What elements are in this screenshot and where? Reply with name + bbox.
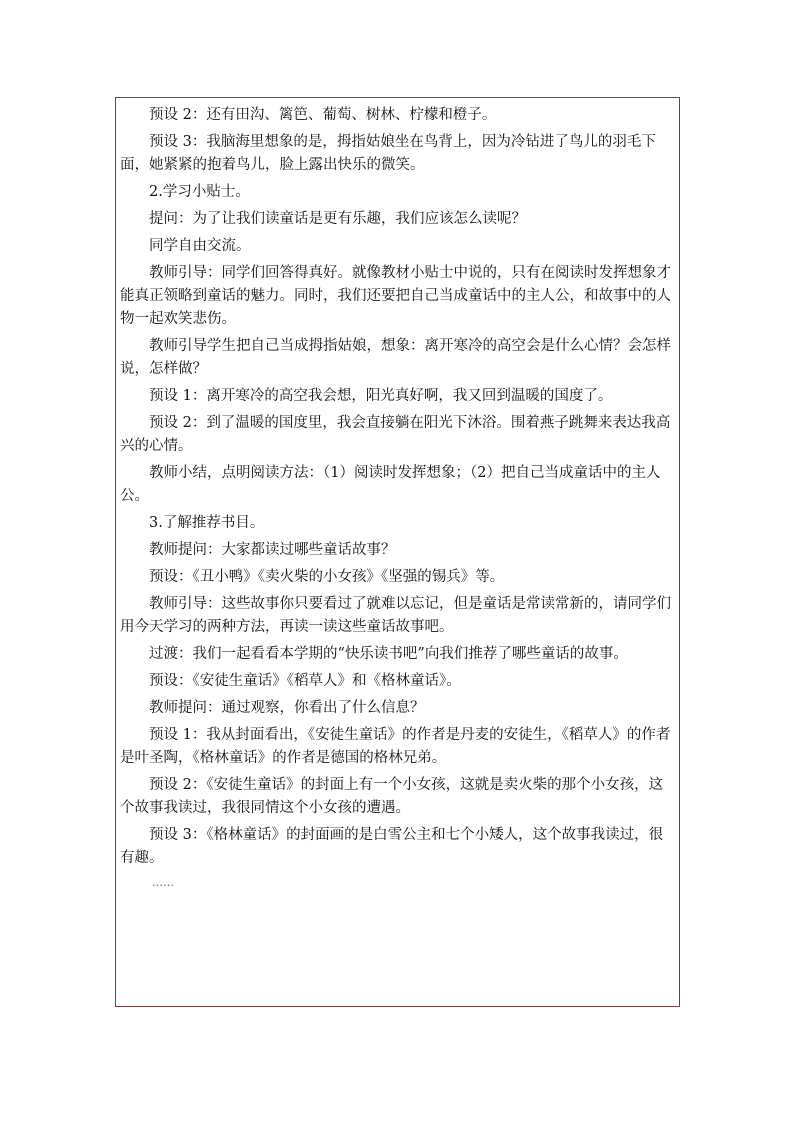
paragraph: 预设：《安徒生童话》《稻草人》和《格林童话》。 bbox=[149, 673, 461, 689]
paragraph: 教师引导：这些故事你只要看过了就难以忘记，但是童话是常读常新的，请同学们用今天学习的两种方法，再读一读这些童话故事吧。 bbox=[120, 596, 671, 635]
paragraph: 提问：为了让我们读童话是更有乐趣，我们应该怎么读呢？ bbox=[149, 211, 526, 227]
paragraph: 教师提问：通过观察，你看出了什么信息？ bbox=[149, 700, 425, 716]
paragraph: 预设 1：离开寒冷的高空我会想，阳光真好啊，我又回到温暖的国度了。 bbox=[149, 388, 613, 404]
ellipsis: …… bbox=[152, 876, 174, 889]
paragraph: 预设 2：还有田沟、篱笆、葡萄、树林、柠檬和橙子。 bbox=[149, 107, 497, 123]
document-body bbox=[120, 104, 676, 892]
paragraph: 教师引导学生把自己当成拇指姑娘，想象：离开寒冷的高空会是什么心情？会怎样说，怎样做？ bbox=[120, 338, 671, 377]
paragraph: 教师引导：同学们回答得真好。就像教材小贴士中说的，只有在阅读时发挥想象才能真正领略到童话的魅力。同时，我们还要把自己当成童话中的主人公，和故事中的人物一起欢笑悲伤。 bbox=[120, 265, 671, 327]
paragraph: 3.了解推荐书目。 bbox=[149, 515, 265, 531]
paragraph: 教师提问：大家都读过哪些童话故事？ bbox=[149, 542, 396, 558]
paragraph: 预设 2：《安徒生童话》的封面上有一个小女孩，这就是卖火柴的那个小女孩，这个故事我读过，我很同情这个小女孩的遭遇。 bbox=[120, 777, 664, 816]
paragraph: 同学自由交流。 bbox=[149, 238, 251, 254]
paragraph: 2.学习小贴士。 bbox=[149, 184, 250, 200]
paragraph: 预设 1：我从封面看出，《安徒生童话》的作者是丹麦的安徒生，《稻草人》的作者是叶圣陶，《格林童话》的作者是德国的格林兄弟。 bbox=[120, 727, 671, 766]
paragraph: 预设 2：到了温暖的国度里，我会直接躺在阳光下沐浴。围着燕子跳舞来表达我高兴的心情。 bbox=[120, 415, 671, 454]
paragraph: 教师小结，点明阅读方法：（1）阅读时发挥想象；（2）把自己当成童话中的主人公。 bbox=[120, 465, 661, 504]
paragraph: 预设 3：《格林童话》的封面画的是白雪公主和七个小矮人，这个故事我读过，很有趣。 bbox=[120, 827, 664, 866]
paragraph: 过渡：我们一起看看本学期的“快乐读书吧”向我们推荐了哪些童话的故事。 bbox=[149, 646, 628, 662]
paragraph: 预设：《丑小鸭》《卖火柴的小女孩》《坚强的锡兵》等。 bbox=[149, 569, 505, 585]
paragraph: 预设 3：我脑海里想象的是，拇指姑娘坐在鸟背上，因为冷钻进了鸟儿的羽毛下面，她紧紧的抱着鸟儿，脸上露出快乐的微笑。 bbox=[120, 134, 656, 173]
